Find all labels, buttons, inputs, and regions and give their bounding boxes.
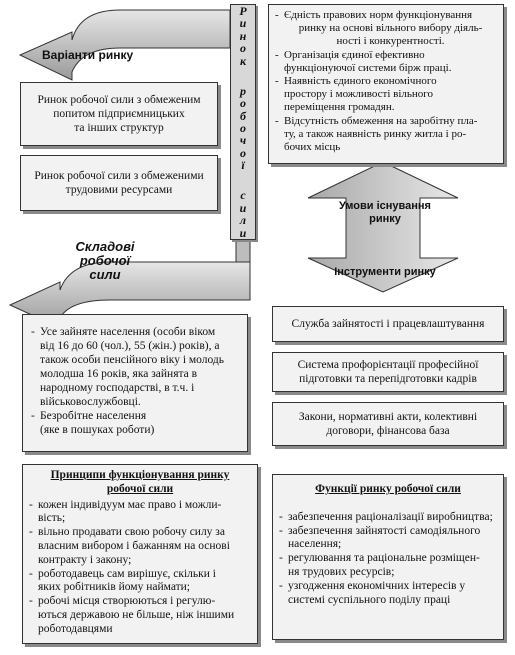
variant-box-1: Ринок робочої сили з обмеженим попитом підприємницьких та інших структур bbox=[20, 82, 218, 146]
instrument-box-1: Служба зайнятості і працевлаштування bbox=[272, 306, 504, 342]
components-list bbox=[31, 325, 241, 437]
principles-heading: Принципи функціонування ринку робочої сили bbox=[50, 469, 230, 495]
list-item: - узгодження економічних інтересів у системі суспільного поділу праці bbox=[279, 580, 497, 608]
conditions-label: Умови існування ринку bbox=[339, 200, 431, 225]
conditions-box bbox=[268, 4, 504, 164]
list-item: - регулювання та раціональне розміщен- ня трудових ресурсів; bbox=[279, 552, 497, 580]
principles-list bbox=[29, 499, 251, 637]
variant-box-2: Ринок робочої сили з обмеженими трудовими ресурсами bbox=[20, 155, 218, 211]
components-box bbox=[22, 314, 248, 452]
functions-box bbox=[272, 474, 504, 640]
title-word-1: Р и н о к bbox=[239, 4, 247, 68]
instrument-box-2: Система профорієнтації професійної підготовки та перепідготовки кадрів bbox=[272, 352, 504, 392]
list-item: - Організація єдиної ефективно функціонуючої системи бірж праці. bbox=[275, 49, 497, 75]
title-word-3: с и л и bbox=[239, 188, 247, 240]
list-item: - Єдність правових норм функціонування ринку на основі вільного вибору діяль- ності і конкурентності. bbox=[275, 9, 497, 49]
components-label: Складові робочої сили bbox=[75, 239, 135, 282]
list-item: - робочі місця створюються і регулю- ються державою не більше, ніж іншими роботодавцями bbox=[29, 595, 251, 636]
principles-box bbox=[22, 464, 258, 644]
list-item: - забезпечення раціоналізації виробництва; bbox=[279, 511, 497, 525]
variants-label: Варіанти ринку bbox=[42, 48, 134, 62]
functions-heading: Функції ринку робочої сили bbox=[315, 483, 461, 495]
vertical-title bbox=[230, 4, 256, 240]
variants-arrow bbox=[20, 10, 230, 80]
list-item: - вільно продавати свою робочу силу за власним вибором і бажанням на основі контракту і закону; bbox=[29, 526, 251, 567]
instrument-box-3: Закони, нормативні акти, колективні договори, фінансова база bbox=[272, 402, 504, 446]
conditions-list bbox=[275, 9, 497, 154]
list-item: - Відсутність обмеження на заробітну пла- ту, а також наявність ринку житла і ро- бочих місць bbox=[275, 115, 497, 155]
list-item: - кожен індивідуум має право і можли- вість; bbox=[29, 499, 251, 527]
instruments-label: Інструменти ринку bbox=[334, 266, 436, 278]
title-word-2: р о б о ч о ї bbox=[239, 83, 247, 173]
list-item: - Наявність єдиного економічного простору і можливості вільного переміщення громадян. bbox=[275, 75, 497, 115]
list-item: - забезпечення зайнятості самодіяльного населення; bbox=[279, 525, 497, 553]
list-item: - Безробітне населення (яке в пошуках роботи) bbox=[31, 409, 241, 437]
list-item: - роботодавець сам вирішує, скільки і яких робітників йому наймати; bbox=[29, 568, 251, 596]
list-item: - Усе зайняте населення (особи віком від 16 до 60 (чол.), 55 (жін.) років), а також особи пенсійного віку і молодь молодша 16 років, яка зайнята в народному господарстві, в т.ч. і військовослужбовці. bbox=[31, 325, 241, 409]
functions-list bbox=[279, 511, 497, 608]
